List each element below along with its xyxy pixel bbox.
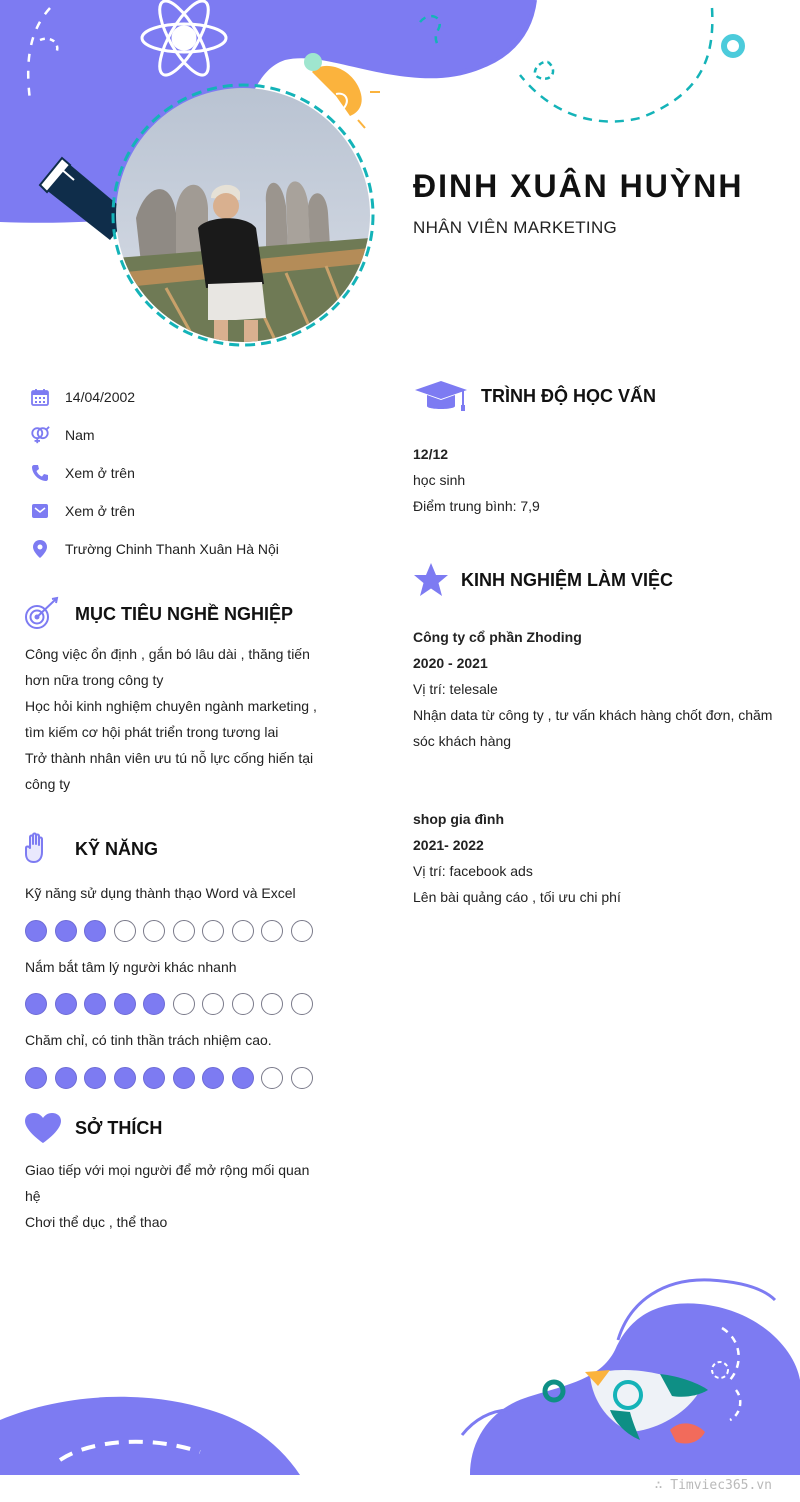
rating-dot-empty (261, 993, 283, 1015)
rating-dot-empty (261, 920, 283, 942)
phone-text: Xem ở trên (65, 465, 135, 481)
experience-heading (413, 562, 673, 598)
contact-email (30, 500, 135, 522)
hand-icon (24, 832, 60, 866)
profile-photo (110, 82, 376, 348)
skill-label: Nắm bắt tâm lý người khác nhanh (25, 959, 237, 975)
address-text: Trường Chinh Thanh Xuân Hà Nội (65, 541, 279, 557)
contact-birthdate (30, 386, 135, 408)
rating-dot-filled (143, 1067, 165, 1089)
rating-dot-filled (84, 920, 106, 942)
experience-job (413, 806, 621, 910)
skills-title: KỸ NĂNG (75, 838, 159, 859)
rating-dot-filled (114, 993, 136, 1015)
objective-line: hơn nữa trong công ty (25, 672, 164, 688)
job-description: sóc khách hàng (413, 733, 512, 749)
objective-heading (24, 596, 293, 632)
skill-label: Chăm chỉ, có tinh thần trách nhiệm cao. (25, 1032, 272, 1048)
job-company: Công ty cổ phần Zhoding (413, 629, 582, 645)
email-text: Xem ở trên (65, 503, 135, 519)
rating-dot-filled (114, 1067, 136, 1089)
objective-line: Công việc ổn định , gắn bó lâu dài , thăng tiến (25, 646, 310, 662)
footer-decoration (0, 1270, 800, 1480)
rating-dot-filled (173, 1067, 195, 1089)
watermark: ∴ Timviec365.vn (654, 1478, 772, 1493)
experience-job (413, 624, 772, 754)
rating-dot-empty (232, 993, 254, 1015)
rating-dot-filled (25, 920, 47, 942)
rating-dot-filled (143, 993, 165, 1015)
skill-rating (25, 993, 320, 1015)
candidate-name: ĐINH XUÂN HUỲNH (413, 168, 744, 204)
rating-dot-empty (291, 1067, 313, 1089)
hobby-line: Giao tiếp với mọi người để mở rộng mối quan (25, 1162, 310, 1178)
job-period: 2021- 2022 (413, 837, 484, 853)
contact-address (30, 538, 279, 560)
hobby-line: Chơi thể dục , thể thao (25, 1214, 168, 1230)
hobbies-heading (24, 1112, 162, 1144)
phone-icon (30, 463, 50, 483)
contact-gender (30, 424, 95, 446)
rating-dot-filled (25, 1067, 47, 1089)
heart-icon (24, 1112, 60, 1144)
rating-dot-filled (55, 1067, 77, 1089)
objective-text (25, 641, 317, 797)
hobby-line: hệ (25, 1188, 41, 1204)
gender-icon (30, 425, 50, 445)
job-period: 2020 - 2021 (413, 655, 488, 671)
education-grade: 12/12 (413, 446, 449, 462)
education-role: học sinh (413, 472, 466, 488)
rating-dot-empty (173, 920, 195, 942)
education-heading (413, 378, 656, 414)
calendar-icon (30, 387, 50, 407)
education-title: TRÌNH ĐỘ HỌC VẤN (481, 385, 656, 406)
skill-label: Kỹ năng sử dụng thành thạo Word và Excel (25, 885, 296, 901)
contact-phone (30, 462, 135, 484)
star-icon (413, 562, 449, 598)
rating-dot-filled (55, 993, 77, 1015)
rating-dot-empty (232, 920, 254, 942)
experience-title: KINH NGHIỆM LÀM VIỆC (461, 569, 674, 590)
skill-rating (25, 920, 320, 942)
rating-dot-empty (291, 993, 313, 1015)
birthdate-text: 14/04/2002 (65, 389, 136, 405)
rating-dot-filled (84, 1067, 106, 1089)
rating-dot-filled (232, 1067, 254, 1089)
objective-line: Trở thành nhân viên ưu tú nỗ lực cống hiến tại (25, 750, 314, 766)
job-position: Vị trí: facebook ads (413, 863, 533, 879)
gender-text: Nam (65, 427, 95, 443)
objective-line: công ty (25, 776, 71, 792)
hobbies-title: SỞ THÍCH (75, 1117, 163, 1138)
objective-line: Học hỏi kinh nghiệm chuyên ngành marketing , (25, 698, 317, 714)
graduation-cap-icon (413, 378, 469, 414)
rating-dot-empty (202, 920, 224, 942)
rating-dot-filled (84, 993, 106, 1015)
education-details (413, 441, 540, 519)
rating-dot-empty (202, 993, 224, 1015)
rating-dot-empty (143, 920, 165, 942)
rating-dot-filled (25, 993, 47, 1015)
location-pin-icon (30, 539, 50, 559)
rating-dot-empty (291, 920, 313, 942)
education-gpa: Điểm trung bình: 7,9 (413, 498, 540, 514)
hobbies-text (25, 1157, 309, 1235)
rating-dot-empty (261, 1067, 283, 1089)
rating-dot-filled (202, 1067, 224, 1089)
job-description: Nhận data từ công ty , tư vấn khách hàng chốt đơn, chăm (413, 707, 773, 723)
email-icon (30, 501, 50, 521)
job-company: shop gia đình (413, 811, 504, 827)
candidate-job-title: NHÂN VIÊN MARKETING (413, 218, 618, 237)
job-description: Lên bài quảng cáo , tối ưu chi phí (413, 889, 621, 905)
objective-line: tìm kiếm cơ hội phát triển trong tương lai (25, 724, 279, 740)
rating-dot-empty (114, 920, 136, 942)
skills-heading (24, 832, 158, 866)
skill-rating (25, 1067, 320, 1089)
rating-dot-filled (55, 920, 77, 942)
job-position: Vị trí: telesale (413, 681, 498, 697)
objective-title: MỤC TIÊU NGHỀ NGHIỆP (75, 603, 294, 624)
rating-dot-empty (173, 993, 195, 1015)
target-icon (24, 596, 60, 632)
